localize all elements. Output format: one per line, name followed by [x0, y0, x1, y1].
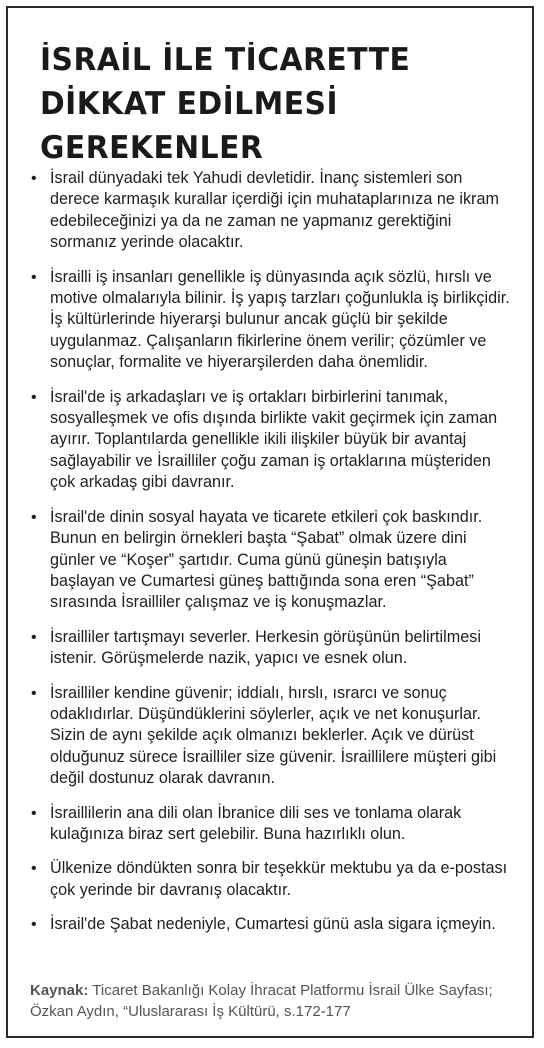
list-item-text: İsrailliler tartışmayı severler. Herkesin görüşünün belirtilmesi istenir. Görüşmelerde nazik, yapıcı ve esnek olun.	[50, 627, 481, 668]
bullet-icon: •	[31, 508, 37, 526]
list-item	[30, 387, 516, 494]
bullet-icon: •	[31, 860, 37, 878]
list-item	[30, 803, 516, 846]
bullet-icon: •	[31, 388, 37, 406]
bullet-icon: •	[31, 628, 37, 646]
source-text: Ticaret Bakanlığı Kolay İhracat Platformu İsrail Ülke Sayfası; Özkan Aydın, “Uluslararası İş Kültürü, s.172-177	[30, 982, 493, 1020]
title-line-2: DİKKAT EDİLMESİ	[40, 86, 339, 122]
bullet-icon: •	[31, 916, 37, 934]
page-title	[40, 38, 491, 170]
list-item-text: İsrail'de Şabat nedeniyle, Cumartesi günü asla sigara içmeyin.	[50, 915, 496, 934]
bullet-list	[30, 168, 516, 949]
list-item	[30, 627, 516, 670]
title-line-1: İSRAİL İLE TİCARETTE	[40, 42, 411, 78]
list-item-text: İsrailli iş insanları genellikle iş dünyasında açık sözlü, hırslı ve motive olmalarıyla bilinir. İş yapış tarzları çoğunlukla iş birlikçidir. İş kültürlerinde hiyerarşi bulunur ancak güçlü bir şekilde uygulanmaz. Çalışanların fikirlerine önem verilir; çözümler ve sonuçlar, formalite ve hiyerarşilerden daha önemlidir.	[50, 267, 510, 372]
list-item	[30, 683, 516, 790]
list-item-text: İsrail dünyadaki tek Yahudi devletidir. İnanç sistemleri son derece karmaşık kurallar içerdiği için muhataplarınıza ne ikram edebileceğinizi ya da ne zaman ne yapmanız gerektiğini sormanız yerinde olacaktır.	[50, 169, 499, 252]
list-item	[30, 267, 516, 374]
bullet-icon: •	[31, 804, 37, 822]
list-item-text: İsrail'de iş arkadaşları ve iş ortakları birbirlerini tanımak, sosyalleşmek ve ofis dışında birlikte vakit geçirmek için zaman ayırır. Toplantılarda genellikle ikili ilişkiler büyük bir avantaj sağlayabilir ve İsrailliler çoğu zaman iş ortaklarına müşteriden çok arkadaş gibi davranır.	[50, 387, 498, 492]
title-line-3: GEREKENLER	[40, 130, 264, 166]
list-item	[30, 858, 516, 901]
list-item-text: İsraillilerin ana dili olan İbranice dili ses ve tonlama olarak kulağınıza biraz sert gelebilir. Buna hazırlıklı olun.	[50, 803, 462, 843]
bullet-icon: •	[31, 170, 37, 187]
list-item	[30, 168, 516, 254]
list-item-text: İsrail'de dinin sosyal hayata ve ticarete etkileri çok baskındır. Bunun en belirgin örnekleri başta “Şabat” olmak üzere dini günler ve “Koşer” şartıdır. Cuma günü güneşin batışıyla başlayan ve Cumartesi güneş battığında sona eren “Şabat” sırasında İsrailliler çalışmaz ve iş konuşmazlar.	[50, 507, 483, 612]
bullet-icon: •	[31, 268, 37, 286]
list-item	[30, 914, 516, 935]
list-item	[30, 507, 516, 614]
list-item-text: Ülkenize döndükten sonra bir teşekkür mektubu ya da e-postası çok yerinde bir davranış olacaktır.	[50, 859, 508, 899]
source-label: Kaynak:	[30, 982, 89, 999]
source-note	[30, 980, 516, 1022]
bullet-icon: •	[31, 684, 37, 702]
list-item-text: İsrailliler kendine güvenir; iddialı, hırslı, ısrarcı ve sonuç odaklıdırlar. Düşündüklerini söylerler, açık ve net konuşurlar. Sizin de aynı şekilde açık olmanızı beklerler. Açık ve dürüst olduğunuz sürece İsrailliler size güvenir. İsraillilere müşteri gibi değil dostunuz olarak davranın.	[50, 683, 497, 788]
